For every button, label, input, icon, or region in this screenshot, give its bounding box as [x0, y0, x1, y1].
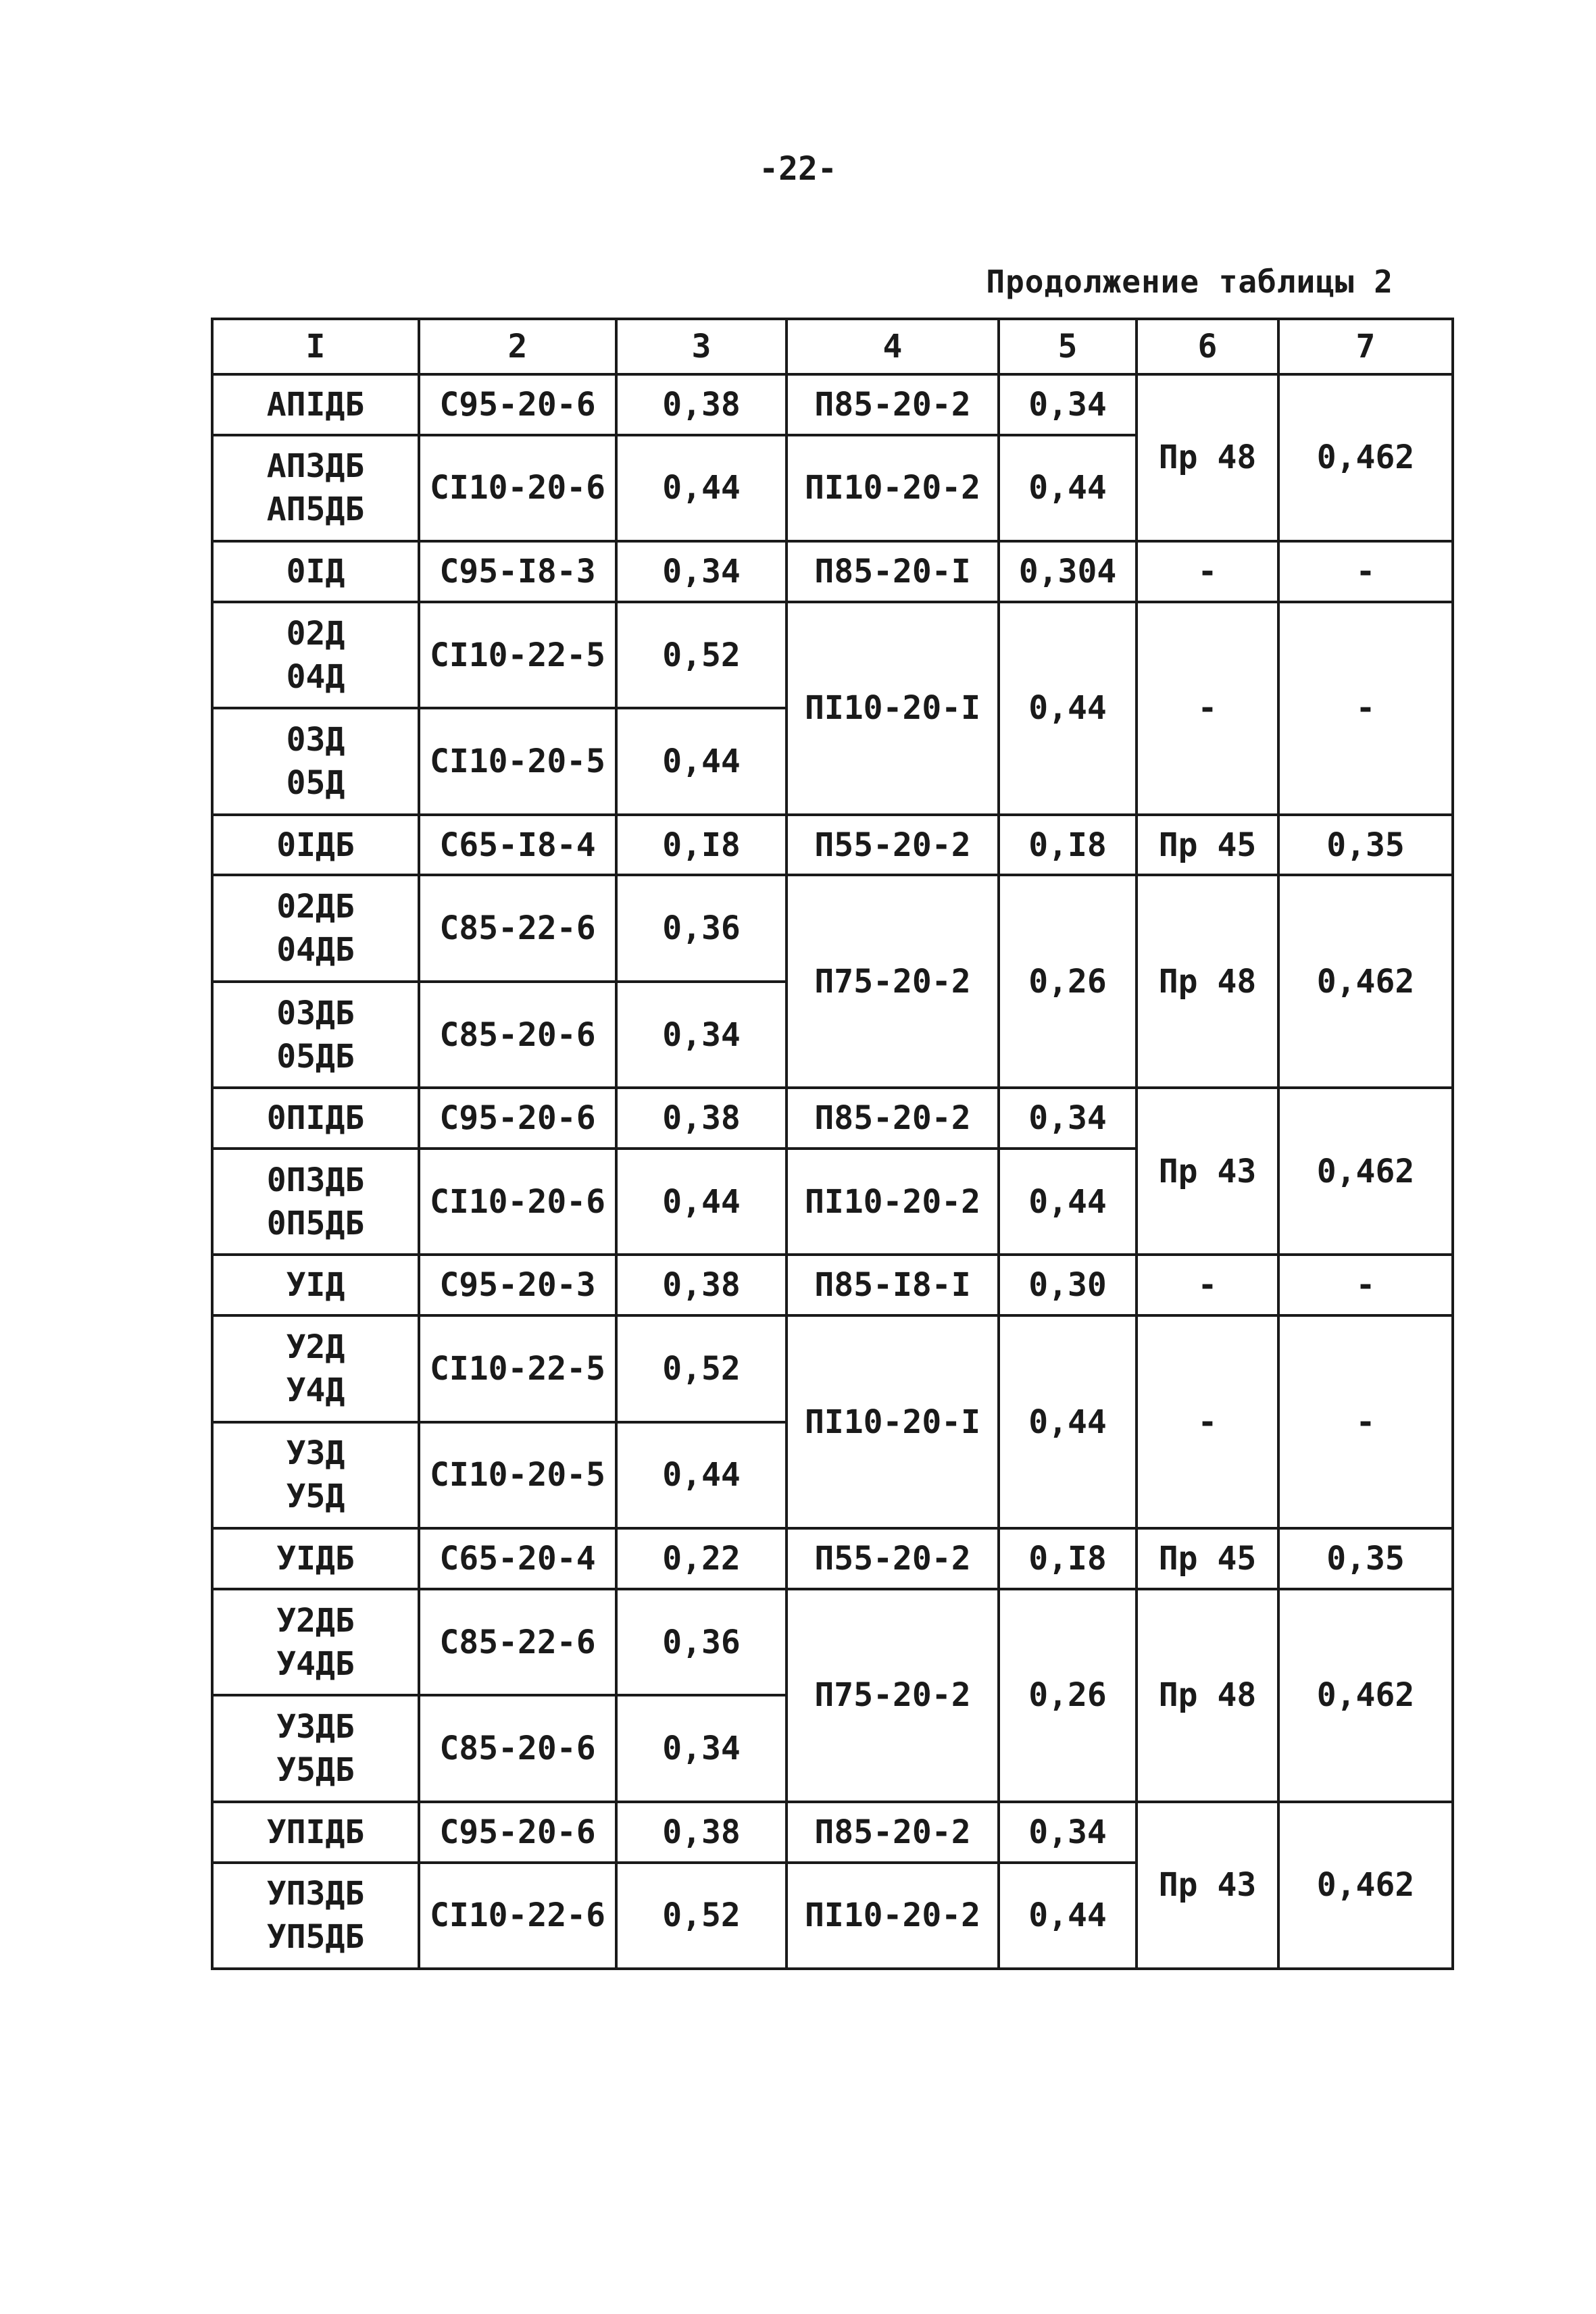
- table-cell: 0,26: [999, 1589, 1137, 1802]
- designation-cell: [212, 875, 419, 981]
- table-row: [212, 1088, 1453, 1149]
- designation-cell: [212, 982, 419, 1088]
- table-cell: -: [1137, 541, 1278, 602]
- table-cell: П55-20-2: [787, 1528, 999, 1589]
- designation-cell: [212, 815, 419, 876]
- table-cell: С95-20-6: [419, 1802, 616, 1863]
- designation: 0П5ДБ: [266, 1204, 365, 1242]
- designation: 0ПIДБ: [266, 1099, 365, 1138]
- table-cell: Пр 43: [1137, 1088, 1278, 1255]
- table-cell: 0,22: [616, 1528, 787, 1589]
- designation: У4ДБ: [276, 1644, 355, 1683]
- table-cell: С85-20-6: [419, 982, 616, 1088]
- table-cell: С65-20-4: [419, 1528, 616, 1589]
- designation-cell: [212, 1255, 419, 1315]
- header-cell: 7: [1278, 319, 1453, 374]
- table-cell: 0,52: [616, 602, 787, 708]
- designation-cell: [212, 374, 419, 435]
- designation-cell: [212, 1863, 419, 1969]
- table-cell: П85-20-I: [787, 541, 999, 602]
- header-cell: 2: [419, 319, 616, 374]
- table-cell: ПI10-20-I: [787, 1315, 999, 1528]
- table-cell: ПI10-20-2: [787, 1863, 999, 1969]
- table-cell: 0,304: [999, 541, 1137, 602]
- designation: 04ДБ: [276, 931, 355, 970]
- table-cell: -: [1137, 602, 1278, 815]
- table-row: [212, 1315, 1453, 1422]
- table-cell: 0,I8: [616, 815, 787, 876]
- designation-cell: [212, 1149, 419, 1255]
- table-cell: 0,38: [616, 374, 787, 435]
- table-cell: Пр 45: [1137, 1528, 1278, 1589]
- designation-cell: [212, 1528, 419, 1589]
- table-cell: П85-20-2: [787, 1802, 999, 1863]
- table-cell: -: [1278, 602, 1453, 815]
- designation-cell: [212, 1589, 419, 1695]
- table-cell: 0,34: [616, 541, 787, 602]
- table-cell: Пр 43: [1137, 1802, 1278, 1969]
- header-cell: 6: [1137, 319, 1278, 374]
- header-cell: 5: [999, 319, 1137, 374]
- designation: 0П3ДБ: [266, 1161, 365, 1199]
- table-cell: Пр 48: [1137, 875, 1278, 1088]
- table-cell: С95-20-6: [419, 1088, 616, 1149]
- table-cell: 0,462: [1278, 1802, 1453, 1969]
- table-cell: -: [1278, 1315, 1453, 1528]
- table-cell: СI10-22-6: [419, 1863, 616, 1969]
- table-cell: Пр 48: [1137, 1589, 1278, 1802]
- table-cell: 0,34: [999, 1088, 1137, 1149]
- table-cell: П55-20-2: [787, 815, 999, 876]
- designation-cell: [212, 541, 419, 602]
- designation: 05ДБ: [276, 1037, 355, 1076]
- header-cell: I: [212, 319, 419, 374]
- table-cell: 0,44: [616, 1422, 787, 1528]
- table-cell: 0,26: [999, 875, 1137, 1088]
- designation-cell: [212, 708, 419, 814]
- table-cell: 0,44: [999, 435, 1137, 541]
- table-cell: 0,44: [999, 602, 1137, 815]
- table-caption: Продолжение таблицы 2: [986, 263, 1393, 300]
- table-row: [212, 1802, 1453, 1863]
- designation: АП3ДБ: [266, 447, 365, 486]
- table-cell: 0,38: [616, 1255, 787, 1315]
- table-cell: -: [1137, 1255, 1278, 1315]
- designation: УП3ДБ: [266, 1875, 365, 1913]
- table-cell: 0,52: [616, 1315, 787, 1422]
- designation: АПIДБ: [266, 385, 365, 424]
- table-cell: П75-20-2: [787, 875, 999, 1088]
- table-cell: 0,I8: [999, 815, 1137, 876]
- table-cell: СI10-20-5: [419, 1422, 616, 1528]
- designation-cell: [212, 1422, 419, 1528]
- table-row: [212, 602, 1453, 708]
- designation: У3ДБ: [276, 1707, 355, 1746]
- table-row: [212, 1255, 1453, 1315]
- designation: УПIДБ: [266, 1813, 365, 1851]
- table-cell: СI10-22-5: [419, 602, 616, 708]
- table-cell: СI10-20-6: [419, 435, 616, 541]
- designation-cell: [212, 602, 419, 708]
- table-cell: 0,38: [616, 1802, 787, 1863]
- table-row: [212, 875, 1453, 981]
- table-cell: 0,34: [616, 982, 787, 1088]
- designation: У5ДБ: [276, 1751, 355, 1789]
- table-cell: С65-I8-4: [419, 815, 616, 876]
- table-cell: С95-20-3: [419, 1255, 616, 1315]
- designation: 0IД: [286, 552, 345, 590]
- table-cell: П85-20-2: [787, 1088, 999, 1149]
- table-cell: С85-22-6: [419, 1589, 616, 1695]
- table-cell: 0,44: [999, 1863, 1137, 1969]
- table-cell: 0,36: [616, 1589, 787, 1695]
- table-cell: 0,44: [616, 1149, 787, 1255]
- table-cell: 0,34: [616, 1695, 787, 1801]
- header-row: [212, 319, 1453, 374]
- table-cell: С95-20-6: [419, 374, 616, 435]
- table-cell: 0,36: [616, 875, 787, 981]
- designation: У2ДБ: [276, 1601, 355, 1640]
- table-cell: 0,44: [999, 1149, 1137, 1255]
- table-cell: 0,44: [616, 708, 787, 814]
- table-cell: -: [1137, 1315, 1278, 1528]
- table-cell: -: [1278, 1255, 1453, 1315]
- header-cell: 4: [787, 319, 999, 374]
- table-cell: Пр 48: [1137, 374, 1278, 541]
- table-cell: 0,462: [1278, 1589, 1453, 1802]
- table-cell: 0,462: [1278, 374, 1453, 541]
- table-cell: ПI10-20-2: [787, 435, 999, 541]
- table-cell: 0,30: [999, 1255, 1137, 1315]
- table-cell: 0,35: [1278, 815, 1453, 876]
- designation: АП5ДБ: [266, 491, 365, 529]
- table-cell: СI10-20-6: [419, 1149, 616, 1255]
- table-cell: С85-22-6: [419, 875, 616, 981]
- table-row: [212, 374, 1453, 435]
- data-table: [211, 318, 1454, 1970]
- table-cell: СI10-22-5: [419, 1315, 616, 1422]
- table-cell: 0,44: [616, 435, 787, 541]
- designation: У4Д: [286, 1372, 345, 1409]
- designation: У2Д: [286, 1328, 345, 1366]
- designation-cell: [212, 1695, 419, 1801]
- table-cell: П85-20-2: [787, 374, 999, 435]
- designation: 03ДБ: [276, 994, 355, 1032]
- table-cell: 0,34: [999, 374, 1137, 435]
- table-cell: 0,44: [999, 1315, 1137, 1528]
- table-cell: 0,38: [616, 1088, 787, 1149]
- designation: 05Д: [286, 763, 345, 802]
- page-number: -22-: [759, 150, 837, 188]
- designation: У3Д: [286, 1434, 345, 1473]
- table-cell: П75-20-2: [787, 1589, 999, 1802]
- table-row: [212, 815, 1453, 876]
- table-cell: С95-I8-3: [419, 541, 616, 602]
- table-row: [212, 1528, 1453, 1589]
- table-cell: П85-I8-I: [787, 1255, 999, 1315]
- designation-cell: [212, 1088, 419, 1149]
- table-cell: 0,35: [1278, 1528, 1453, 1589]
- table-cell: ПI10-20-I: [787, 602, 999, 815]
- designation: 04Д: [286, 657, 345, 696]
- designation: 0IДБ: [276, 826, 355, 864]
- table-cell: Пр 45: [1137, 815, 1278, 876]
- table-row: [212, 1589, 1453, 1695]
- designation: УП5ДБ: [266, 1918, 365, 1957]
- table-cell: 0,462: [1278, 1088, 1453, 1255]
- header-cell: 3: [616, 319, 787, 374]
- table-cell: -: [1278, 541, 1453, 602]
- table-cell: 0,34: [999, 1802, 1137, 1863]
- table-cell: 0,52: [616, 1863, 787, 1969]
- table-cell: СI10-20-5: [419, 708, 616, 814]
- designation: У5Д: [286, 1478, 345, 1516]
- table-cell: С85-20-6: [419, 1695, 616, 1801]
- designation-cell: [212, 1802, 419, 1863]
- designation-cell: [212, 435, 419, 541]
- designation: 02ДБ: [276, 888, 355, 926]
- designation: УIДБ: [276, 1539, 355, 1578]
- designation: 02Д: [286, 614, 345, 653]
- designation-cell: [212, 1315, 419, 1422]
- table-cell: 0,I8: [999, 1528, 1137, 1589]
- table-cell: ПI10-20-2: [787, 1149, 999, 1255]
- table-row: [212, 541, 1453, 602]
- table-cell: 0,462: [1278, 875, 1453, 1088]
- designation: УIД: [286, 1266, 345, 1305]
- designation: 03Д: [286, 720, 345, 759]
